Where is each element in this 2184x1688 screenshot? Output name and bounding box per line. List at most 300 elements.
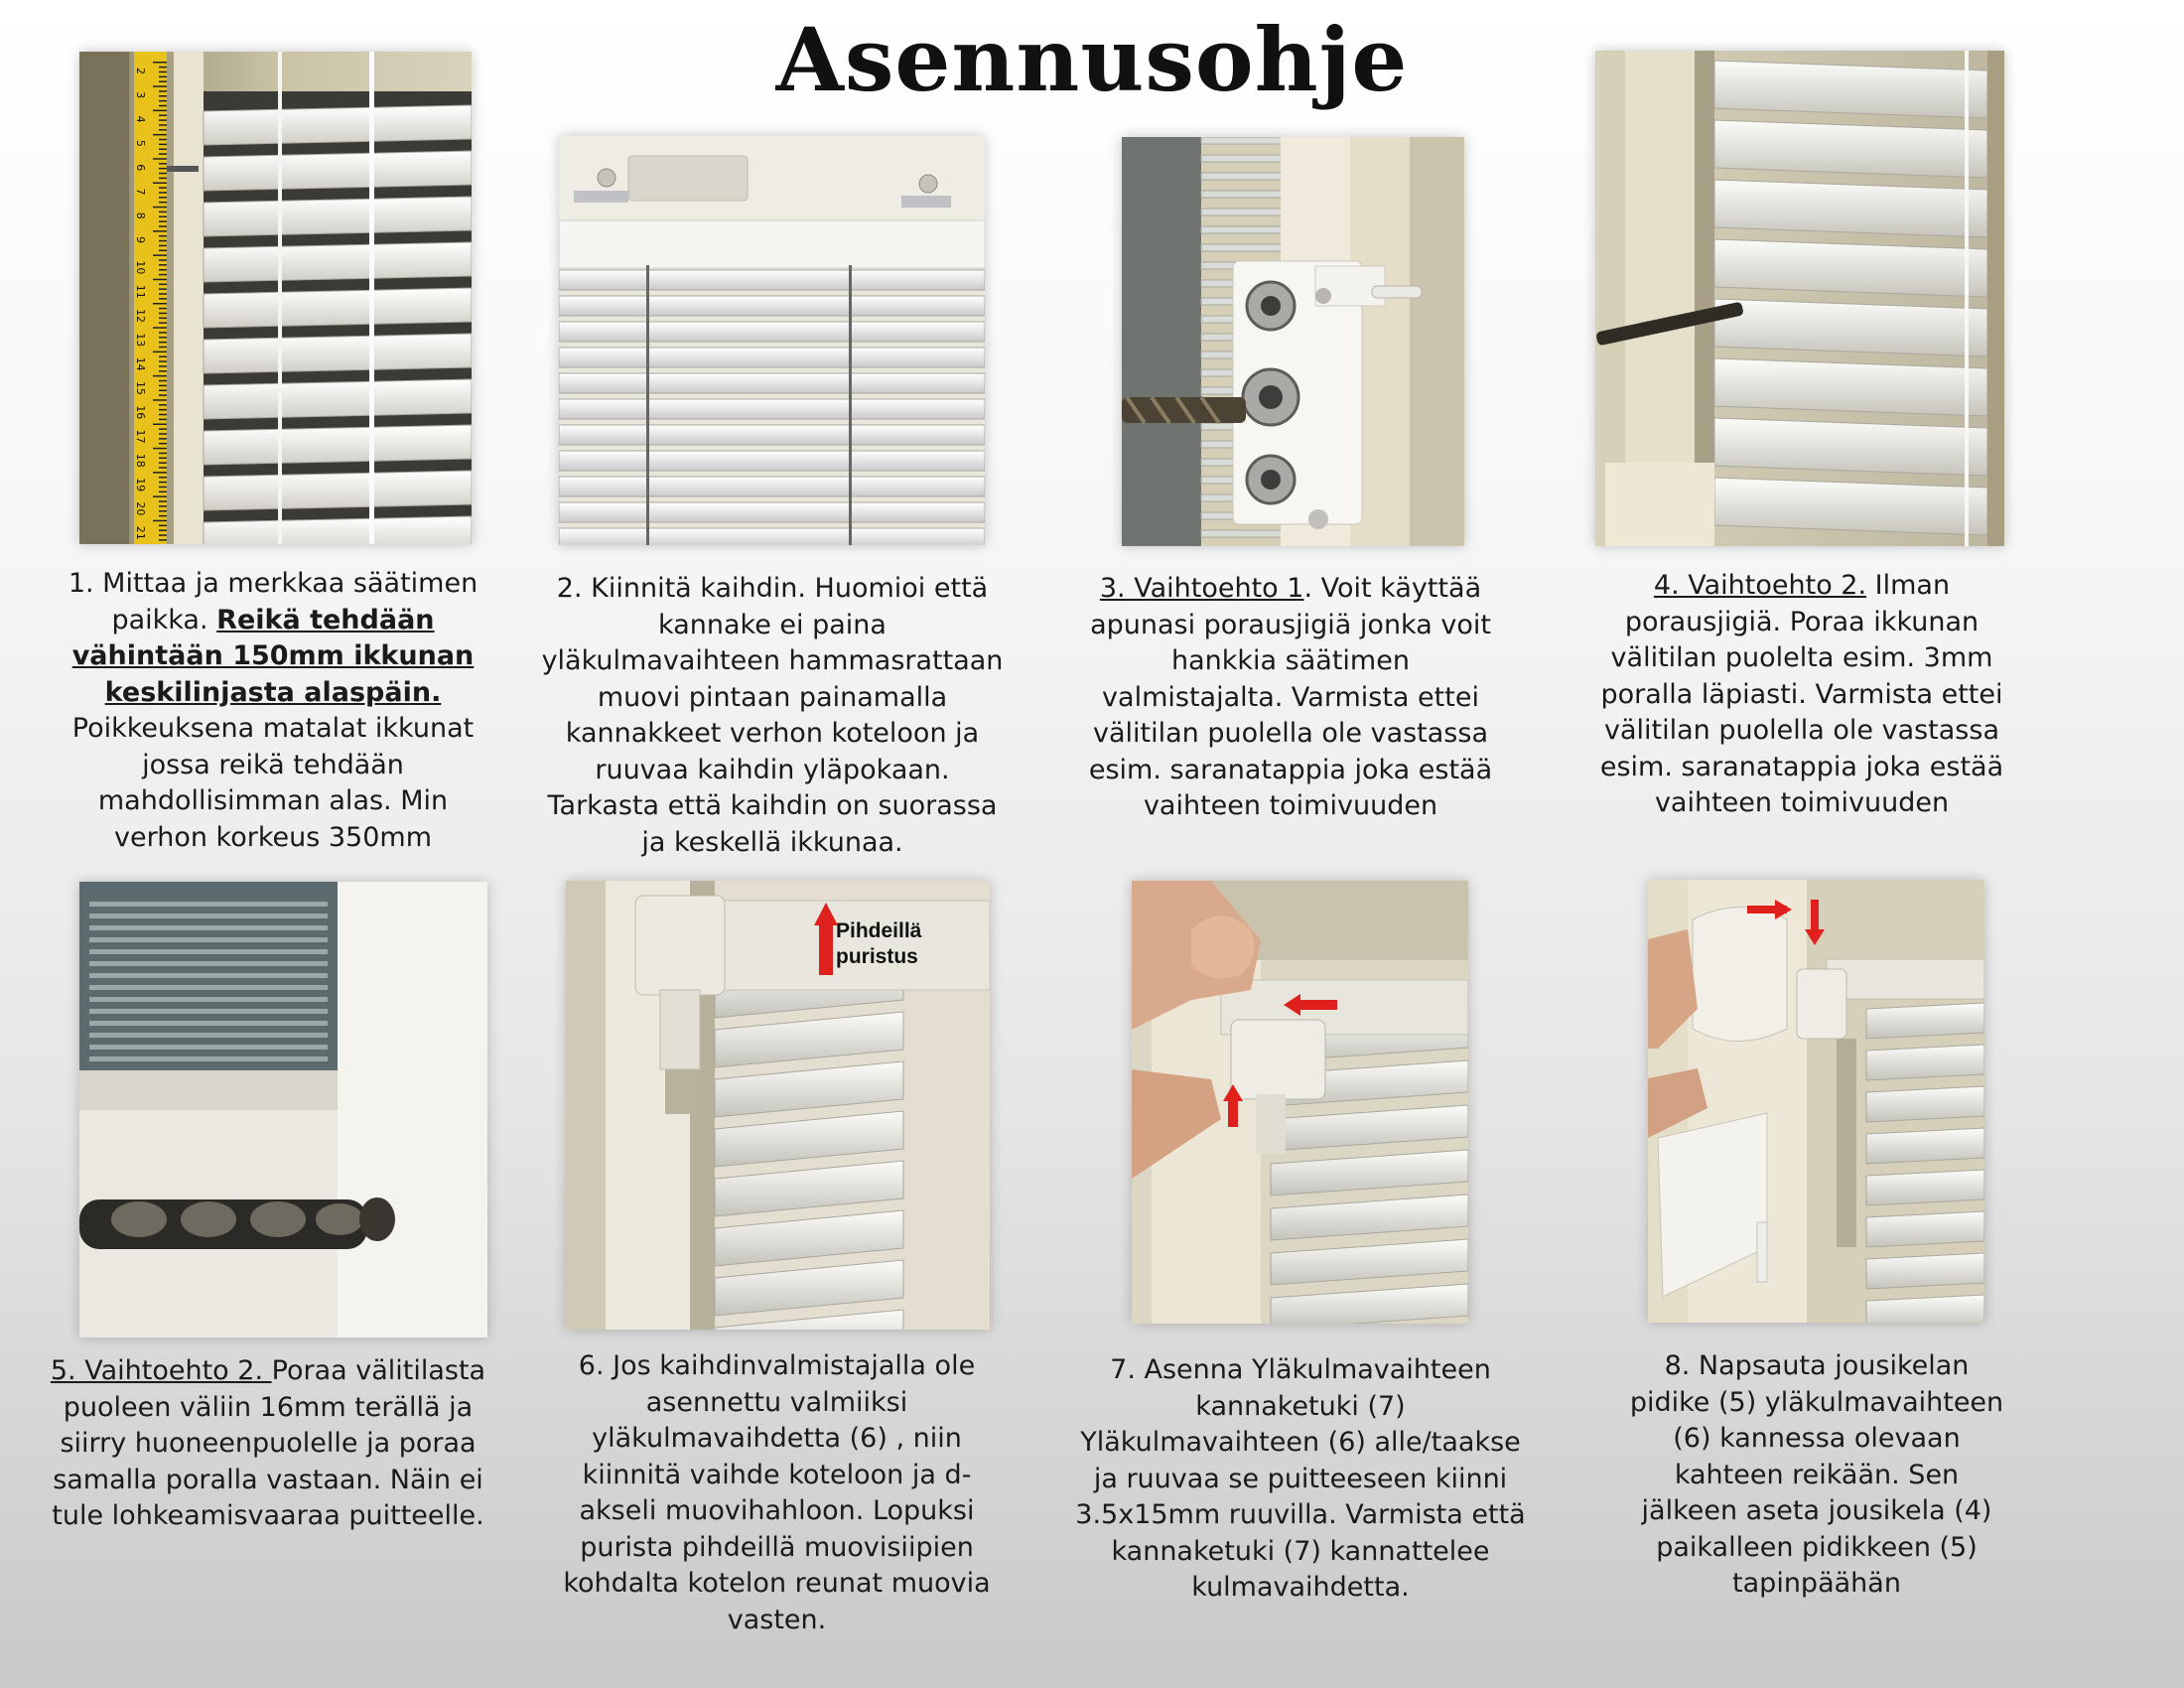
- ruler-tick: [153, 110, 167, 112]
- ruler-tick: [159, 510, 167, 512]
- ruler-tick: [153, 62, 167, 64]
- caption-text: kiinnitä vaihde koteloon ja d-: [582, 1459, 972, 1490]
- ruler-tick: [159, 100, 167, 102]
- caption-line: [1077, 788, 1504, 825]
- blind-slat: [1714, 299, 1987, 356]
- caption-line: [50, 1463, 486, 1499]
- ruler-tick: [159, 462, 167, 464]
- caption-line: [551, 1603, 1003, 1639]
- photo-6-label: [836, 918, 990, 970]
- caption-line: [1072, 1352, 1529, 1389]
- ruler-tick: [159, 245, 167, 247]
- ruler-number: 2: [134, 68, 147, 74]
- caption-text: hankkia säätimen: [1171, 645, 1410, 676]
- caption-text: Ilman: [1866, 570, 1951, 601]
- blind-slat: [1866, 1211, 1984, 1247]
- photo-7-image: [1132, 881, 1468, 1324]
- blind-slat: [559, 477, 985, 496]
- photo-3-image: [1122, 137, 1464, 546]
- blind-slat: [559, 451, 985, 471]
- ruler-tick: [159, 337, 167, 339]
- blind-slat: [89, 973, 328, 978]
- ruler-tick: [153, 85, 167, 87]
- photo-5-image: [79, 882, 487, 1337]
- caption-text: asennettu valmiiksi: [645, 1386, 908, 1418]
- photo-step-1: [79, 52, 472, 544]
- ruler-tick: [159, 332, 167, 334]
- caption-text: apunasi porausjigiä jonka voit: [1090, 609, 1491, 640]
- caption-line: [1072, 1534, 1529, 1571]
- step-5-caption: [50, 1353, 486, 1535]
- ruler-number: 12: [134, 309, 147, 323]
- caption-line: [60, 820, 486, 857]
- caption-line: [519, 680, 1025, 717]
- ruler-number: 17: [134, 429, 147, 444]
- ruler-tick: [159, 380, 167, 382]
- step-7-caption: [1072, 1352, 1529, 1607]
- step-6-caption: [551, 1348, 1003, 1638]
- caption-line: [1077, 680, 1504, 717]
- ruler-tick: [159, 76, 167, 78]
- ruler-tick: [159, 370, 167, 372]
- caption-line: [551, 1566, 1003, 1603]
- caption-text: valmistajalta. Varmista ettei: [1102, 681, 1479, 713]
- caption-line: [1578, 605, 2025, 641]
- ruler-number: 10: [134, 260, 147, 275]
- ruler-tick: [159, 419, 167, 421]
- ruler-tick: [153, 207, 167, 209]
- caption-line: [1578, 713, 2025, 750]
- caption-line: [1578, 568, 2025, 605]
- ruler-tick: [159, 477, 167, 479]
- photo-step-4: [1595, 51, 2004, 546]
- photo-step-2: [559, 136, 985, 545]
- ruler-tick: [159, 355, 167, 357]
- blind-slat: [1866, 1045, 1984, 1080]
- caption-text: mahdollisimman alas. Min: [97, 785, 449, 816]
- caption-text: 6. Jos kaihdinvalmistajalla ole: [578, 1350, 976, 1381]
- ruler-number: 6: [134, 164, 147, 172]
- ruler-tick: [159, 500, 167, 502]
- blind-slat: [1201, 155, 1291, 162]
- ruler-tick: [153, 399, 167, 401]
- caption-line: [1077, 753, 1504, 789]
- caption-line: [551, 1421, 1003, 1458]
- ruler-number: 18: [134, 453, 147, 468]
- ruler-tick: [159, 192, 167, 194]
- ruler-tick: [159, 433, 167, 435]
- ruler-tick: [159, 105, 167, 107]
- ruler-tick: [159, 119, 167, 121]
- caption-text: vaihteen toimivuuden: [1143, 790, 1438, 821]
- ruler-tick: [153, 327, 167, 329]
- ruler-tick: [153, 303, 167, 305]
- ruler-tick: [159, 71, 167, 73]
- ruler-tick: [159, 220, 167, 222]
- ruler-tick: [159, 467, 167, 469]
- caption-text: Yläkulmavaihteen (6) alle/taakse: [1080, 1427, 1521, 1458]
- ruler-tick: [153, 495, 167, 497]
- caption-line: [519, 608, 1025, 644]
- caption-text: 2. Kiinnitä kaihdin. Huomioi että: [556, 573, 989, 604]
- ruler-tick: [159, 360, 167, 362]
- step-1-caption: [60, 566, 486, 856]
- ruler-tick: [153, 448, 167, 450]
- ruler-tick: [159, 178, 167, 180]
- ruler-tick: [159, 264, 167, 266]
- blind-slat: [559, 528, 985, 545]
- caption-line: [1578, 750, 2025, 786]
- photo-4-image: [1595, 51, 2004, 546]
- ruler-tick: [159, 197, 167, 199]
- blind-slat: [1201, 244, 1291, 251]
- blind-slat: [559, 348, 985, 367]
- ruler-tick: [159, 235, 167, 237]
- caption-line: [519, 643, 1025, 680]
- caption-text: akseli muovihahloon. Lopuksi: [579, 1495, 975, 1526]
- ruler-tick: [153, 254, 167, 256]
- caption-text: kannakkeet verhon koteloon ja: [565, 718, 980, 749]
- caption-text: pidike (5) yläkulmavaihteen: [1629, 1386, 2004, 1418]
- blind-slat: [89, 961, 328, 966]
- caption-text: esim. saranatappia joka estää: [1088, 754, 1493, 785]
- blind-slat: [204, 425, 472, 465]
- blind-slat: [559, 270, 985, 290]
- caption-line: [551, 1385, 1003, 1422]
- caption-line: [1072, 1425, 1529, 1462]
- ruler-tick: [153, 375, 167, 377]
- blind-slat: [1714, 61, 1987, 118]
- caption-line: [551, 1493, 1003, 1530]
- blind-slat: [1201, 173, 1291, 180]
- ruler-tick: [159, 515, 167, 517]
- caption-text: ruuvaa kaihdin yläpokaan.: [595, 754, 950, 785]
- caption-line: [1072, 1497, 1529, 1534]
- caption-text: tapinpäähän: [1732, 1568, 1901, 1599]
- ruler-tick: [159, 318, 167, 320]
- blind-slat: [89, 925, 328, 930]
- caption-text: 4. Vaihtoehto 2.: [1653, 570, 1867, 601]
- ruler-tick: [159, 428, 167, 430]
- caption-line: [1077, 571, 1504, 608]
- ruler-tick: [159, 250, 167, 252]
- caption-text: porausjigiä. Poraa ikkunan: [1624, 606, 1979, 637]
- blind-slat: [1866, 1170, 1984, 1205]
- caption-text: välitilan puolella ole vastassa: [1093, 718, 1488, 749]
- ruler-tick: [159, 148, 167, 150]
- caption-text: jälkeen aseta jousikela (4): [1641, 1495, 1992, 1526]
- blind-slat: [1866, 1128, 1984, 1164]
- ruler-number: 9: [134, 236, 147, 244]
- ruler-tick: [159, 187, 167, 189]
- caption-text: kannake ei paina: [658, 609, 887, 640]
- blind-slat: [204, 379, 472, 419]
- ruler-tick: [159, 90, 167, 92]
- caption-line: [1588, 1348, 2045, 1385]
- ruler-tick: [159, 342, 167, 344]
- ruler-tick: [159, 144, 167, 146]
- caption-text: yläkulmavaihdetta (6) , niin: [592, 1423, 962, 1454]
- caption-text: välitilan puolelta esim. 3mm: [1610, 642, 1993, 673]
- ruler-tick: [153, 279, 167, 281]
- caption-text: Poikkeuksena matalat ikkunat: [71, 713, 475, 744]
- caption-line: [1077, 608, 1504, 644]
- photo-1-image: [79, 52, 472, 544]
- caption-text: 7. Asenna Yläkulmavaihteen: [1110, 1354, 1491, 1385]
- caption-line: [1588, 1493, 2045, 1530]
- ruler-number: 19: [134, 478, 147, 492]
- ruler-tick: [153, 230, 167, 232]
- ruler-tick: [153, 352, 167, 353]
- photo-step-3: [1122, 137, 1464, 546]
- ruler-tick: [159, 394, 167, 396]
- photo-step-7: [1132, 881, 1468, 1324]
- caption-text: muovi pintaan painamalla: [597, 681, 948, 713]
- ruler-tick: [159, 347, 167, 349]
- blind-slat: [1714, 239, 1987, 297]
- caption-line: [60, 748, 486, 784]
- caption-text: 5. Vaihtoehto 2.: [50, 1355, 272, 1386]
- blind-slat: [1714, 180, 1987, 237]
- caption-text: Poraa välitilasta: [271, 1355, 486, 1386]
- ruler-tick: [159, 225, 167, 227]
- step-2-caption: [519, 571, 1025, 861]
- blind-slat: [1714, 418, 1987, 476]
- ruler-number: 8: [134, 211, 147, 219]
- step-4-caption: [1578, 568, 2025, 822]
- caption-text: kohdalta kotelon reunat muovia: [563, 1568, 991, 1599]
- ruler-tick: [159, 438, 167, 440]
- blind-slat: [559, 373, 985, 393]
- blind-slat: [89, 1021, 328, 1026]
- blind-slat: [204, 197, 472, 236]
- ruler-tick: [153, 158, 167, 160]
- caption-line: [1588, 1530, 2045, 1567]
- ruler-number: 21: [134, 525, 147, 540]
- blind-slat: [1201, 209, 1291, 215]
- ruler-tick: [159, 298, 167, 300]
- caption-line: [50, 1426, 486, 1463]
- caption-text: 1. Mittaa ja merkkaa säätimen: [68, 568, 478, 599]
- caption-text: paikalleen pidikkeen (5): [1656, 1531, 1978, 1563]
- ruler-tick: [159, 269, 167, 271]
- caption-text: Reikä tehdään: [216, 604, 435, 635]
- ruler-tick: [159, 284, 167, 286]
- ruler-number: 13: [134, 333, 147, 348]
- ruler-tick: [159, 173, 167, 175]
- ruler-number: 7: [134, 188, 147, 196]
- caption-line: [519, 571, 1025, 608]
- step-3-caption: [1077, 571, 1504, 825]
- caption-text: 3.5x15mm ruuvilla. Varmista että: [1075, 1499, 1526, 1530]
- blind-slat: [559, 296, 985, 316]
- blind-slat: [89, 1056, 328, 1061]
- caption-line: [50, 1390, 486, 1427]
- ruler-tick: [159, 534, 167, 536]
- ruler-tick: [159, 453, 167, 455]
- ruler-number: 16: [134, 405, 147, 420]
- caption-text: ja keskellä ikkunaa.: [641, 826, 903, 858]
- ruler-tick: [153, 183, 167, 185]
- caption-text: välitilan puolella ole vastassa: [1604, 715, 1999, 746]
- blind-slat: [1201, 191, 1291, 198]
- ruler-tick: [159, 288, 167, 290]
- caption-text: puoleen väliin 16mm terällä ja: [63, 1391, 474, 1423]
- blind-slat: [1201, 137, 1291, 144]
- caption-text: keskilinjasta alaspäin.: [104, 676, 442, 708]
- blind-slat: [1866, 1086, 1984, 1122]
- caption-line: [60, 711, 486, 748]
- ruler-tick: [159, 293, 167, 295]
- blind-slat: [559, 502, 985, 522]
- photo-6-label-line-2: puristus: [836, 945, 918, 968]
- ruler-tick: [159, 114, 167, 116]
- ruler-tick: [159, 95, 167, 97]
- caption-line: [50, 1353, 486, 1390]
- ruler-tick: [159, 168, 167, 170]
- caption-text: purista pihdeillä muovisiipien: [580, 1531, 974, 1563]
- caption-line: [1077, 643, 1504, 680]
- ruler-number: 14: [134, 356, 147, 371]
- caption-line: [1588, 1421, 2045, 1458]
- caption-text: kahteen reikään. Sen: [1674, 1459, 1960, 1490]
- ruler-tick: [159, 129, 167, 131]
- caption-text: 3. Vaihtoehto 1: [1099, 573, 1304, 604]
- ruler-tick: [159, 274, 167, 276]
- blind-slat: [89, 1045, 328, 1050]
- blind-slat: [559, 322, 985, 342]
- ruler-tick: [159, 505, 167, 507]
- blind-slat: [1714, 478, 1987, 535]
- ruler-tick: [159, 308, 167, 310]
- caption-line: [551, 1348, 1003, 1385]
- caption-text: 8. Napsauta jousikelan: [1664, 1350, 1970, 1381]
- ruler-tick: [159, 458, 167, 460]
- ruler-tick: [153, 520, 167, 522]
- photo-8-image: [1648, 880, 1984, 1323]
- ruler-tick: [159, 529, 167, 531]
- caption-text: . Voit käyttää: [1303, 573, 1482, 604]
- caption-text: yläkulmavaihteen hammasrattaan: [541, 645, 1004, 676]
- photo-2-image: [559, 136, 985, 545]
- blind-slat: [89, 1009, 328, 1014]
- blind-slat: [559, 399, 985, 419]
- caption-text: jossa reikä tehdään: [142, 749, 404, 780]
- ruler-tick: [153, 134, 167, 136]
- photo-step-8: [1648, 880, 1984, 1323]
- caption-text: ja ruuvaa se puitteeseen kiinni: [1093, 1463, 1508, 1494]
- caption-line: [1072, 1389, 1529, 1426]
- blind-slat: [1714, 358, 1987, 416]
- ruler-tick: [159, 404, 167, 406]
- caption-line: [50, 1498, 486, 1535]
- caption-line: [1578, 640, 2025, 677]
- ruler-tick: [159, 80, 167, 82]
- caption-line: [1578, 677, 2025, 714]
- ruler-tick: [159, 153, 167, 155]
- caption-line: [1588, 1458, 2045, 1494]
- ruler-tick: [159, 414, 167, 416]
- ruler-number: 3: [134, 91, 147, 99]
- caption-text: esim. saranatappia joka estää: [1599, 751, 2004, 782]
- ruler-tick: [159, 202, 167, 204]
- caption-line: [60, 783, 486, 820]
- caption-line: [1077, 716, 1504, 753]
- caption-line: [60, 566, 486, 603]
- ruler-number: 4: [134, 115, 147, 123]
- ruler-tick: [159, 124, 167, 126]
- ruler-tick: [159, 313, 167, 315]
- caption-text: tule lohkeamisvaaraa puitteelle.: [52, 1500, 484, 1531]
- ruler-number: 11: [134, 284, 147, 299]
- caption-text: paikka.: [111, 604, 217, 635]
- ruler-number: 15: [134, 380, 147, 395]
- caption-line: [60, 603, 486, 639]
- ruler-tick: [159, 67, 167, 69]
- caption-line: [551, 1458, 1003, 1494]
- blind-slat: [204, 334, 472, 373]
- ruler-tick: [159, 482, 167, 484]
- caption-text: Tarkasta että kaihdin on suorassa: [547, 790, 998, 821]
- blind-slat: [1714, 120, 1987, 178]
- caption-text: kannaketuki (7) kannattelee: [1111, 1535, 1490, 1567]
- ruler-tick: [159, 259, 167, 261]
- ruler-tick: [153, 472, 167, 474]
- blind-slat: [1866, 1003, 1984, 1039]
- blind-slat: [89, 1033, 328, 1038]
- blind-slat: [204, 471, 472, 510]
- ruler-tick: [159, 385, 167, 387]
- ruler-tick: [159, 216, 167, 218]
- caption-line: [1072, 1570, 1529, 1607]
- ruler-tick: [159, 240, 167, 242]
- caption-line: [1588, 1566, 2045, 1603]
- ruler-tick: [153, 424, 167, 426]
- ruler-tick: [159, 163, 167, 165]
- ruler-tick: [159, 443, 167, 445]
- caption-line: [1072, 1462, 1529, 1498]
- caption-text: verhon korkeus 350mm: [113, 821, 433, 853]
- caption-text: (6) kannessa olevaan: [1673, 1423, 1961, 1454]
- photo-6-label-line-1: Pihdeillä: [836, 919, 922, 942]
- caption-line: [519, 825, 1025, 862]
- blind-slat: [1866, 1253, 1984, 1289]
- blind-slat: [89, 902, 328, 907]
- step-8-caption: [1588, 1348, 2045, 1603]
- blind-slat: [89, 985, 328, 990]
- blind-slat: [204, 288, 472, 328]
- ruler-number: 20: [134, 501, 147, 516]
- photo-step-5: [79, 882, 487, 1337]
- blind-slat: [89, 914, 328, 918]
- caption-line: [519, 788, 1025, 825]
- blind-slat: [204, 242, 472, 282]
- caption-line: [551, 1530, 1003, 1567]
- caption-text: kannaketuki (7): [1195, 1390, 1406, 1422]
- caption-text: kulmavaihdetta.: [1191, 1572, 1410, 1603]
- ruler-tick: [159, 539, 167, 541]
- ruler-tick: [159, 525, 167, 527]
- blind-slat: [89, 937, 328, 942]
- caption-line: [60, 675, 486, 712]
- blind-slat: [89, 949, 328, 954]
- caption-line: [60, 638, 486, 675]
- blind-slat: [204, 151, 472, 191]
- caption-text: siirry huoneenpuolelle ja poraa: [60, 1428, 477, 1459]
- caption-text: vaihteen toimivuuden: [1654, 787, 1950, 818]
- blind-slat: [204, 105, 472, 145]
- ruler-tick: [159, 139, 167, 141]
